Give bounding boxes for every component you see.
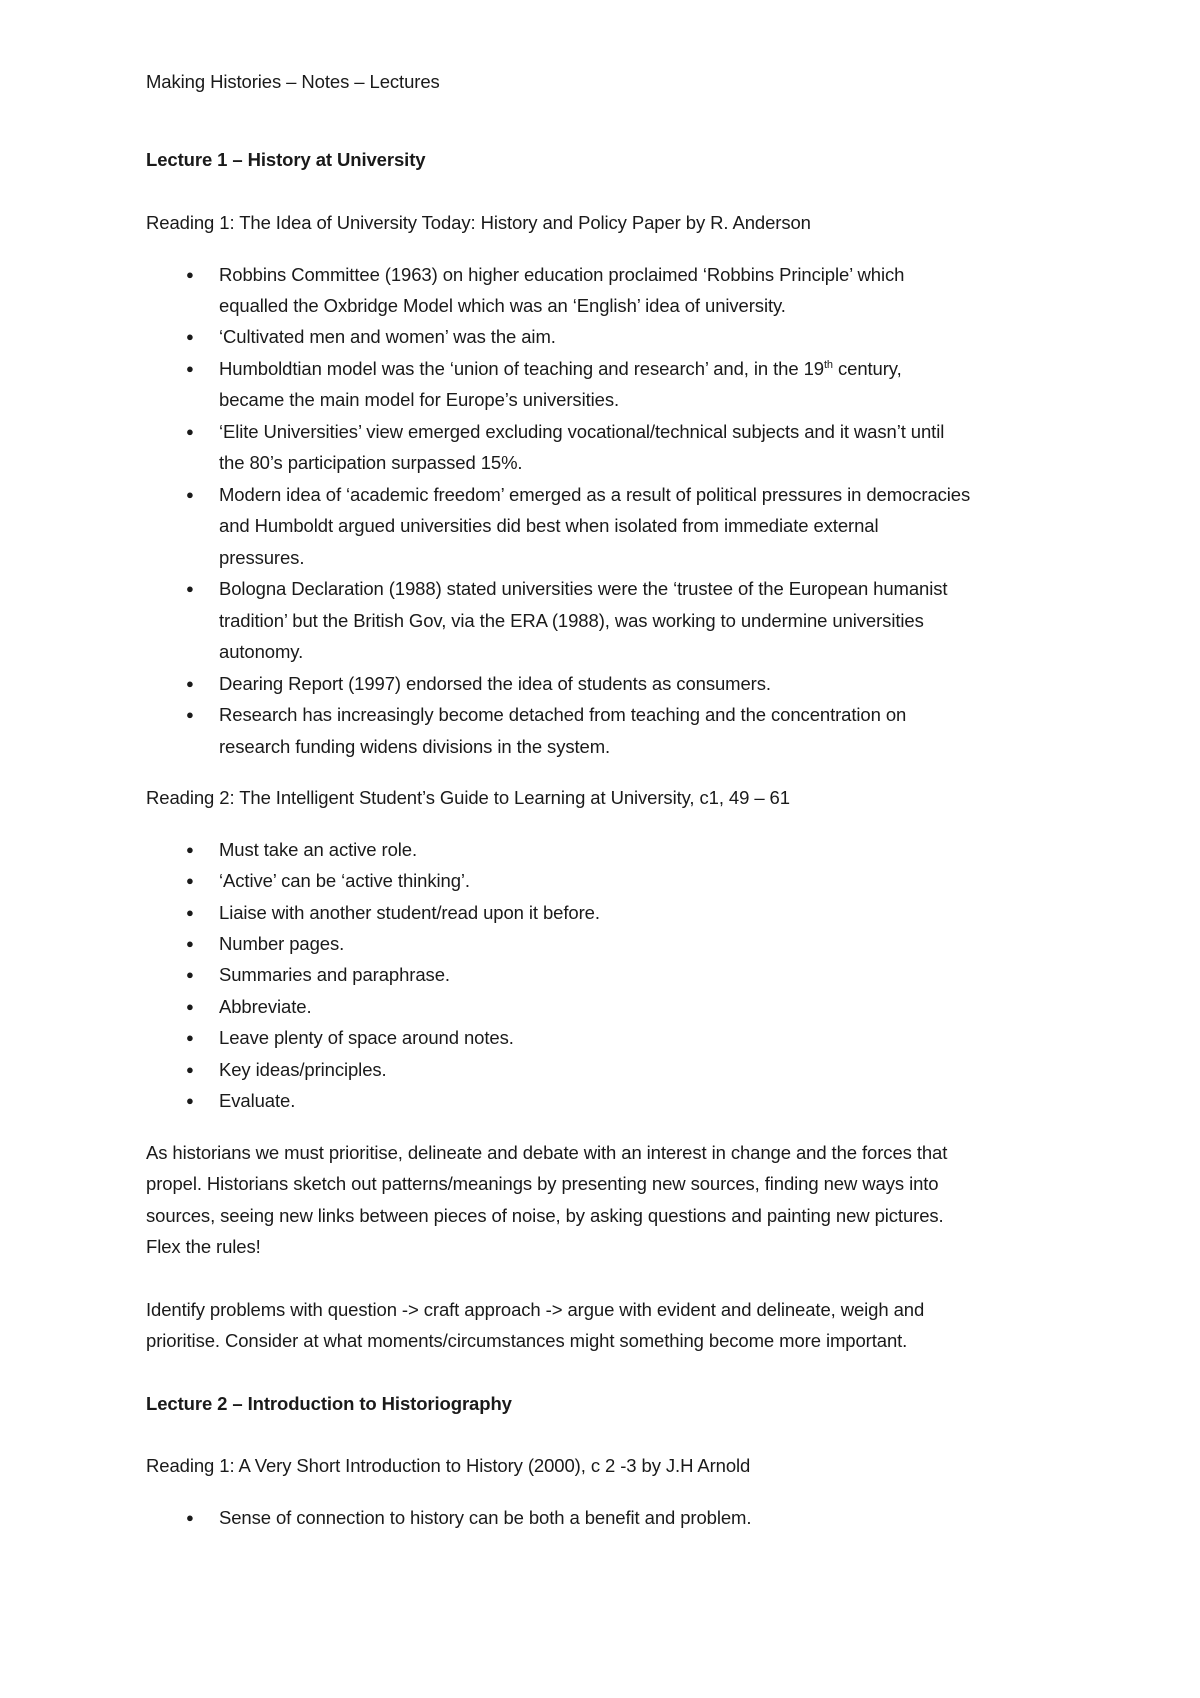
list-item-continuation: tradition’ but the British Gov, via the ERA (1988), was working to undermine universities <box>219 610 924 631</box>
paragraph-line: prioritise. Consider at what moments/circumstances might something become more important. <box>146 1330 908 1351</box>
list-item: Summaries and paraphrase. <box>219 964 450 985</box>
bullet-icon: ● <box>186 1510 194 1525</box>
list-item-continuation: research funding widens divisions in the system. <box>219 736 611 757</box>
list-item: Dearing Report (1997) endorsed the idea of students as consumers. <box>219 673 771 694</box>
paragraph-line: Identify problems with question -> craft approach -> argue with evident and delineate, weigh and <box>146 1299 925 1320</box>
list-item-text: Humboldtian model was the ‘union of teaching and research’ and, in the 19 <box>219 358 824 379</box>
bullet-icon: ● <box>186 936 194 951</box>
list-item: Modern idea of ‘academic freedom’ emerged as a result of political pressures in democracies <box>219 484 971 505</box>
lecture-2-heading: Lecture 2 – Introduction to Historiography <box>146 1393 512 1414</box>
bullet-icon: ● <box>186 873 194 888</box>
list-item: Number pages. <box>219 933 345 954</box>
list-item: Abbreviate. <box>219 996 312 1017</box>
lecture-2-reading-1-title: Reading 1: A Very Short Introduction to History (2000), c 2 -3 by J.H Arnold <box>146 1455 751 1476</box>
superscript: th <box>823 358 833 371</box>
bullet-icon: ● <box>186 267 194 282</box>
bullet-icon: ● <box>186 581 194 596</box>
list-item: Liaise with another student/read upon it before. <box>219 902 600 923</box>
lecture-1-reading-1-title: Reading 1: The Idea of University Today: History and Policy Paper by R. Anderson <box>146 212 811 233</box>
bullet-icon: ● <box>186 1062 194 1077</box>
list-item: Leave plenty of space around notes. <box>219 1027 514 1048</box>
list-item: Robbins Committee (1963) on higher education proclaimed ‘Robbins Principle’ which <box>219 264 905 285</box>
list-item: Research has increasingly become detached from teaching and the concentration on <box>219 704 907 725</box>
list-item-continuation: equalled the Oxbridge Model which was an ‘English’ idea of university. <box>219 295 786 316</box>
list-item: Key ideas/principles. <box>219 1059 387 1080</box>
paragraph-line: propel. Historians sketch out patterns/meanings by presenting new sources, finding new ways into <box>146 1173 939 1194</box>
bullet-icon: ● <box>186 487 194 502</box>
list-item: ‘Elite Universities’ view emerged excluding vocational/technical subjects and it wasn’t until <box>219 421 945 442</box>
list-item: Bologna Declaration (1988) stated universities were the ‘trustee of the European humanist <box>219 578 948 599</box>
bullet-icon: ● <box>186 361 194 376</box>
list-item <box>219 357 902 381</box>
paragraph-line: Flex the rules! <box>146 1236 261 1257</box>
lecture-1-reading-2-title: Reading 2: The Intelligent Student’s Guide to Learning at University, c1, 49 – 61 <box>146 787 790 808</box>
list-item: Evaluate. <box>219 1090 296 1111</box>
bullet-icon: ● <box>186 842 194 857</box>
bullet-icon: ● <box>186 1030 194 1045</box>
list-item-continuation: pressures. <box>219 547 305 568</box>
bullet-icon: ● <box>186 424 194 439</box>
list-item-continuation: the 80’s participation surpassed 15%. <box>219 452 523 473</box>
bullet-icon: ● <box>186 707 194 722</box>
bullet-icon: ● <box>186 905 194 920</box>
list-item-continuation: autonomy. <box>219 641 304 662</box>
list-item: ‘Active’ can be ‘active thinking’. <box>219 870 470 891</box>
bullet-icon: ● <box>186 999 194 1014</box>
list-item-continuation: and Humboldt argued universities did best when isolated from immediate external <box>219 515 879 536</box>
list-item-text-tail: century, <box>832 358 902 379</box>
bullet-icon: ● <box>186 329 194 344</box>
bullet-icon: ● <box>186 1093 194 1108</box>
bullet-icon: ● <box>186 967 194 982</box>
list-item: ‘Cultivated men and women’ was the aim. <box>219 326 556 347</box>
paragraph-line: sources, seeing new links between pieces of noise, by asking questions and painting new pictures. <box>146 1205 944 1226</box>
bullet-icon: ● <box>186 676 194 691</box>
list-item: Sense of connection to history can be both a benefit and problem. <box>219 1507 752 1528</box>
list-item: Must take an active role. <box>219 839 418 860</box>
lecture-1-heading: Lecture 1 – History at University <box>146 149 426 170</box>
list-item-continuation: became the main model for Europe’s universities. <box>219 389 620 410</box>
document-header: Making Histories – Notes – Lectures <box>146 71 440 92</box>
paragraph-line: As historians we must prioritise, delineate and debate with an interest in change and the forces that <box>146 1142 948 1163</box>
